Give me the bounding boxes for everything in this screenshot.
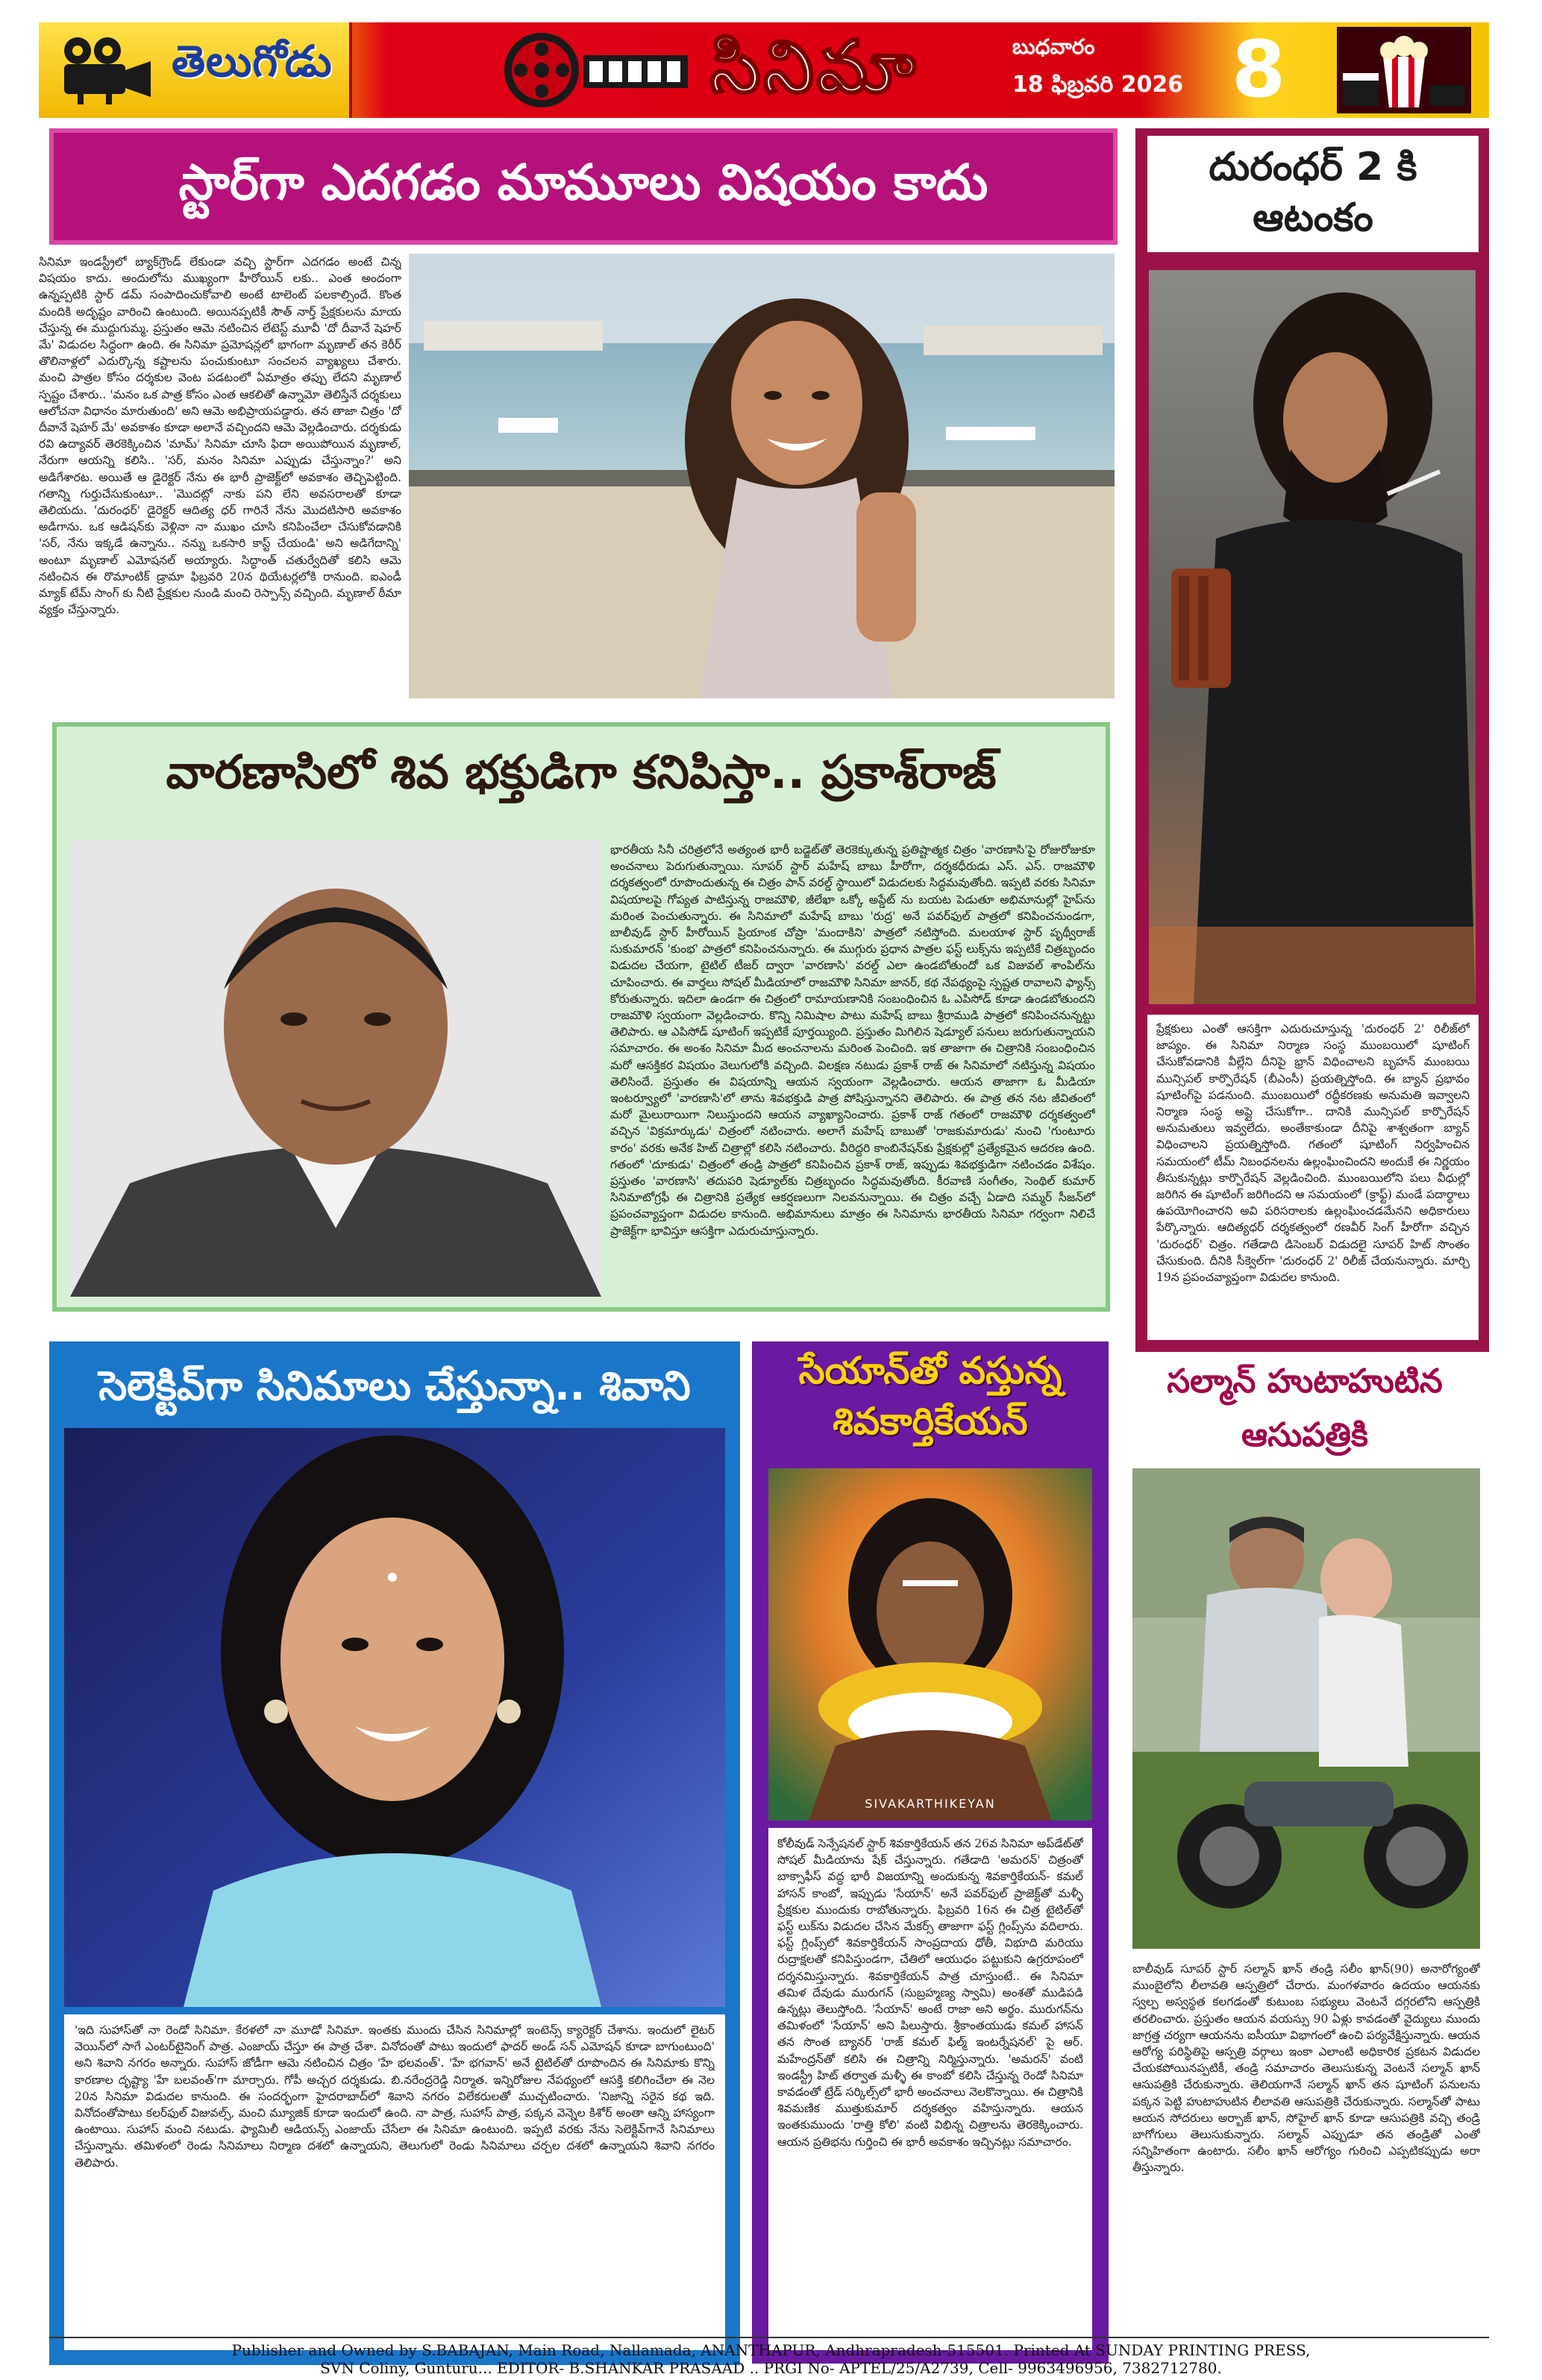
imprint-line-1: Publisher and Owned by S.BABAJAN, Main Road, Nallamada, ANANTHAPUR, Andhrapradesh-515501. Printed At SUNDAY PRINTING PRESS, <box>231 2341 1311 2359</box>
film-camera-icon <box>48 34 160 106</box>
dhurandhar-article-body: ప్రేక్షకులు ఎంతో ఆసక్తిగా ఎదురుచూస్తున్న 'దురంధర్ 2' రిలీజ్‌లో జాప్యం. ఈ సినిమా నిర్మాణ సంస్థ ముంబయిలో షూటింగ్ చేసుకోవడానికి వీల్లేని దీనిపై భ్రాన్ విధించాలని బృహన్ ముంబయి మున్సిపల్ కార్పొరేషన్ (బీఎంసీ) ప్రయత్నిస్తోంది. ఈ బ్యాన్ ప్రభావం షూటింగ్‌పై పడనుంది. ముంబయిలో రద్దీకరణకు అనుమతి ఇవ్వాలని నిర్మాణ సంస్థ అప్లై చేసుకోగా.. దానికి మున్సిపల్ కార్పొరేషన్ అనుమతులు ఇవ్వలేదు. అంతేకాకుండా దీనిపై శాశ్వతంగా బ్యాన్ విధించాలని ప్రయత్నిస్తోంది. గతంలో షూటింగ్ నిర్వహించిన సమయంలో టీమ్ నిబంధనలను ఉల్లంఘించిందని అందుకే ఈ నిర్ణయం తీసుకున్నట్లు కార్పొరేషన్ వెల్లడించింది. ముంబయిలోని పలు వీధుల్లో జరిగిన ఈ షూటింగ్ జరిగిందని ఆ సమయంలో (క్రాఫ్ట్) మండే పదార్థాలు ఉపయోగించారని అవి పరిసరాలకు ఉల్లంఘించడమేనని అధికారులు పేర్కొన్నారు. ఆదిత్యధర్ దర్శకత్వంలో రణవీర్ సింగ్ హీరోగా వచ్చిన 'దురంధర్' చిత్రం. గతేడాది డిసెంబర్ విడుదలై సూపర్ హిట్ సొంతం చేసుకుంది. దీనికి సీక్వెల్‌గా 'దురంధర్ 2' రిలీజ్ చేయనున్నారు. మార్చి 19న ప్రపంచవ్యాప్తంగా విడుదల కానుంది. <box>1156 1022 1470 1285</box>
masthead-logo-panel <box>39 22 352 118</box>
sivakarthikeyan-headline-line1: సేయాన్‌తో వస్తున్న <box>798 1349 1062 1392</box>
prakash-photo <box>70 840 601 1297</box>
salman-photo <box>1132 1468 1480 1949</box>
issue-day: బుధవారం <box>1012 34 1095 59</box>
shivani-headline: సెలెక్టివ్‌గా సినిమాలు చేస్తున్నా.. శివాని <box>98 1362 691 1409</box>
page-number: 8 <box>1231 24 1286 115</box>
shivani-article-body: 'ఇది సుహాస్‌తో నా రెండో సినిమా. కేరళలో నా మూడో సినిమా. ఇంతకు ముందు చేసిన సినిమాల్లో ఇంటెన్స్ క్యారెక్టర్ చేశాను. ఇందులో లైటర్ వెయిన్‌లో సాగే ఎంటర్‌టైనింగ్ పాత్ర. ఎంజాయ్ చేస్తూ ఈ పాత్ర చేశా. వినోదంతో పాటు ఇందులో ఫాదర్ అండ్ సన్ ఎమోషన్ కూడా బాగుంటుంది' అని శివాని నగరం అన్నారు. సుహాస్ జోడీగా ఆమె నటించిన చిత్రం 'హే భలవంత్'. 'హే భగవాన్' అనే టైటిల్‌తో రూపొందిన ఈ సినిమాకు కొన్ని కారణాల దృష్ట్యా 'హే బలవంత్'గా మార్చారు. గోపీ అచ్చర దర్శకుడు. బి.నరేంద్రరెడ్డి నిర్మాత. ఇన్నిరోజుల నేపథ్యంలో ఆసక్తి కలిగించేలా ఈ నెల 20న సినిమా విడుదల కానుంది. ఈ సందర్భంగా హైదరాబాద్‌లో శివాని నగరం విలేకరులతో ముచ్చటించారు. 'నిజాన్ని సరైన కథ ఇది. వినోదంతోపాటు కలర్‌ఫుల్ విజువల్స్, మంచి మ్యూజిక్ కూడా ఇందులో ఉంది. నా పాత్ర, సుహాస్ పాత్ర, పక్కన వెన్నెల కిశోర్ అంతా ఆన్ని హాస్యంగా ఉంటాయి. సుహాస్ మంచి నటుడు. ఫ్యామిలీ ఆడియన్స్ ఎంజాయ్ చేసేలా ఈ సినిమా ఉంటుంది. ఇప్పటి వరకు నేను సెలెక్టివ్‌గానే సినిమాలు చేస్తున్నాను. తమిళంలో రెండు సినిమాలు నిర్మాణ దశలో ఉన్నాయని, తెలుగులో రెండు సినిమాలు చర్చల దశలో ఉన్నాయని శివాని నగరం తెలిపారు. <box>75 2023 715 2170</box>
dhurandhar-headline-line1: దురంధర్ 2 కి <box>1209 145 1417 190</box>
shivani-text-box <box>64 2014 725 2350</box>
prakash-headline: వారణాసిలో శివ భక్తుడిగా కనిపిస్తా.. ప్రకాశ్‌రాజ్ <box>166 745 997 799</box>
salman-headline-line2: ఆసుపత్రికి <box>1241 1416 1368 1454</box>
sivakarthikeyan-text-box <box>768 1828 1092 2350</box>
sivakarthikeyan-poster <box>768 1468 1092 1820</box>
dhurandhar-text-box <box>1147 1015 1479 1340</box>
mrunal-headline: స్టార్‌గా ఎదగడం మామూలు విషయం కాదు <box>178 154 988 211</box>
poster-caption: SIVAKARTHIKEYAN <box>865 1797 996 1811</box>
mrunal-headline-banner <box>49 128 1118 245</box>
imprint-line <box>0 2341 1542 2377</box>
masthead <box>39 22 1489 118</box>
footer-rule <box>49 2337 1489 2338</box>
shivani-headline-box <box>57 1349 733 1428</box>
film-reel-icon <box>501 30 695 110</box>
popcorn-clapper-icon <box>1337 27 1471 113</box>
dhurandhar-headline-line2: ఆటంకం <box>1253 195 1373 240</box>
mrunal-article-body: సినిమా ఇండస్ట్రీలో బ్యాక్‌గ్రౌండ్ లేకుండా వచ్చి స్టార్‌గా ఎదగడం అంటే చిన్న విషయం కాదు. అందులోను ముఖ్యంగా హీరోయిన్ లకు.. ఎంత అందంగా ఉన్నప్పటికి స్టార్ డమ్ సంపాదించుకోవాలి అంటే టాలెంట్ పలకాల్సిందే. కొంత మందికి అదృష్టం వారించి ఉంటుంది. అయినప్పటికీ సౌత్ నార్త్ ప్రేక్షకులను మాయ చేస్తున్న ఈ ముద్దుగుమ్మ. ప్రస్తుతం ఆమె నటించిన లేటెస్ట్ మూవీ 'దో దీవానే షెహర్ మే' విడుదల సిద్ధంగా ఉంది. ఈ సినిమా ప్రమోషన్లలో భాగంగా మృణాల్ తన కెరీర్ తొలినాళ్లలో ఎదుర్కొన్న కష్టాలను పంచుకుంటూ సంచలన వ్యాఖ్యలు చేశారు. మంచి పాత్రల కోసం దర్శకుల వెంట పడటంలో ఏమాత్రం తప్పు లేదని మృణాల్ స్పష్టం చేశారు.. 'మనం ఒక పాత్ర కోసం ఎంత ఆకలితో ఉన్నామో తెలిస్తేనే దర్శకులు ఆలోచనా విధానం మారుతుంది' అని ఆమె అభిప్రాయపడ్డారు. తన తాజా చిత్రం 'దో దీవానే షెహర్ మే' అవకాశం కూడా అలానే వచ్చిందని ఆమె వెల్లడించారు. దర్శకుడు రవి ఉద్యావర్ తెరకెక్కించిన 'మామ్' సినిమా చూసి ఫిదా అయిపోయిన మృణాల్, నేరుగా ఆయన్ని కలిసి.. 'సర్, మనం సినిమా ఎప్పుడు చేస్తున్నాం?' అని అడిగేశారట. అయితే ఆ డైరెక్టర్ నేను ఈ భారీ ప్రాజెక్ట్‌లో అవకాశం తెచ్చిపెట్టింది. గతాన్ని గుర్తుచేసుకుంటూ.. 'మొదట్లో నాకు పని లేని అవసరాలతో కూడా తెలియదు. 'దురంధర్' డైరెక్టర్ ఆదిత్య ధర్ గారినే నేను మొదటిసారి అవకాశం అడిగాను. ఒక ఆడిషన్‌కు వెళ్లినా నా ముఖం చూసి కనిపించేలా చేసుకోవడానికి 'సర్, నేను ఇక్కడే ఉన్నాను.. నన్ను ఒకసారి కాస్ట్ చేయండి' అని అడిగేదాన్ని' అంటూ మృణాల్ ఎమోషనల్ అయ్యారు. సిద్ధాంత్ చతుర్వేదితో కలిసి ఆమె నటించిన ఈ రొమాంటిక్ డ్రామా ఫిబ్రవరి 20న థియేటర్లలోకి రానుంది. ఐఎండీ మ్యాక్ టేమ్ సాంగ్ కు నీటి ప్రేక్షకుల నుండి మంచి రెస్పాన్స్ వచ్చింది. మృణాల్ ఠీమా వ్యక్తం చేస్తున్నారు. <box>39 255 401 617</box>
paper-name: తెలుగోడు <box>172 36 333 87</box>
sivakarthikeyan-headline-line2: శివకార్తికేయన్ <box>833 1400 1028 1443</box>
mrunal-photo <box>409 254 1115 698</box>
sivakarthikeyan-article-body: కోలీవుడ్ సెన్సేషనల్ స్టార్ శివకార్తికేయన్ తన 26వ సినిమా అప్‌డేట్‌తో సోషల్ మీడియాను షేక్ చేస్తున్నారు. గతేడాది 'అమరన్' చిత్రంతో బాక్సాఫీస్ వద్ద భారీ విజయాన్ని అందుకున్న శివకార్తికేయన్- కమల్ హాసన్ కాంబో, ఇప్పుడు 'సేయాన్' అనే పవర్‌ఫుల్ ప్రాజెక్ట్‌తో మళ్ళీ ప్రేక్షకుల ముందుకు రాబోతున్నారు. ఫిబ్రవరి 16న ఈ చిత్ర టైటిల్‌తో ఫస్ట్ లుక్‌ను విడుదల చేసిన మేకర్స్ తాజాగా ఫస్ట్ గ్లింప్స్‌ను వదిలారు. ఫస్ట్ గ్లింప్స్‌లో శివకార్తికేయన్ సాంప్రదాయ ధోతీ, విభూది మరియు రుద్రాక్షలతో కనిపిస్తుండగా, చేతిలో ఆయుధం పట్టుకుని ఉగ్రరూపంలో దర్శనమిస్తున్నారు. శివకార్తికేయన్ పాత్ర చూస్తుంటే.. ఈ సినిమా తమిళ దేవుడు మురుగన్ (సుబ్రహ్మణ్య స్వామి) అంశతో ముడిపడి ఉన్నట్లు తెలుస్తోంది. 'సేయాన్' అంటే రాజా అని అర్థం. మురుగన్‌ను తమిళంలో 'సేయాన్' అని పిలుస్తారు. శ్రీకాంతయుడు కమల్ హాసన్ తన సొంత బ్యానర్ 'రాజ్ కమల్ ఫిల్మ్ ఇంటర్నేషనల్' పై ఆర్. మహేంద్రన్‌తో కలిసి ఈ చిత్రాన్ని నిర్మిస్తున్నారు. 'అమరన్' వంటి ఇండస్ట్రీ హిట్ తర్వాత మళ్ళీ ఈ కాంబో కలిసి చేస్తున్న రెండో సినిమా కావడంతో ట్రేడ్ సర్కిల్స్‌లో భారీ అంచనాలు నెలకొన్నాయి. ఈ చిత్రానికి శివమణిక ముత్తుకుమార్ దర్శకత్వం వహిస్తున్నారు. ఆయన ఇంతకుముందు 'రాత్తి కోలి' వంటి విభిన్న చిత్రాలను తెరకెక్కించారు. ఆయన ప్రతిభను గుర్తించి ఈ భారీ అవకాశం ఇచ్చినట్లు సమాచారం. <box>777 1837 1083 2149</box>
issue-date: 18 ఫిబ్రవరి 2026 <box>1012 72 1184 98</box>
dhurandhar-photo <box>1149 270 1476 1004</box>
salman-headline-line1: సల్మాన్ హుటాహుటిన <box>1167 1362 1443 1400</box>
section-name: సినిమా <box>710 25 919 109</box>
imprint-line-2: SVN Coliny, Gunturu... EDITOR- B.SHANKAR PRASAAD .. PRGI No- APTEL/25/A2739, Cell- 9963496956, 7382712780. <box>320 2359 1222 2377</box>
salman-article-body: బాలీవుడ్ సూపర్ స్టార్ సల్మాన్ ఖాన్ తండ్రి సలీం ఖాన్(90) అనారోగ్యంతో ముంబైలోని లీలావతి ఆస్పత్రిలో చేరారు. మంగళవారం ఉదయం ఆయనకు స్వల్ప అస్వస్థత కలగడంతో కుటుంబ సభ్యులు వెంటనే దగ్గరలోని ఆస్పత్రికి తరలించారు. ప్రస్తుతం ఆయన వయస్సు 90 ఏళ్లు కావడంతో వైద్యులు ముందు జాగ్రత్త చర్యగా ఆయనను ఐసీయూ విభాగంలో ఉంచి పర్యవేక్షిస్తున్నారు. ఆయన ఆరోగ్య పరిస్థితిపై ఆస్పత్రి వర్గాలు ఇంకా ఎలాంటి అధికారిక ప్రకటన విడుదల చేయకపోయినప్పటికీ, తండ్రి సమాచారం తెలుసుకున్న వెంటనే సల్మాన్ ఖాన్ ఆసుపత్రికి చేరుకున్నారు. తెలియగానే సల్మాన్ ఖాన్ తన షూటింగ్ పనులను పక్కన పెట్టి హుటాహుటిన లీలావతి ఆసుపత్రికి చేరుకున్నారు. సల్మాన్‌తో పాటు ఆయన సోదరులు అర్బాజ్ ఖాన్, సోహైల్ ఖాన్ కూడా ఆసుపత్రికి వచ్చి తండ్రి బాగోగులు తెలుసుకున్నారు. సల్మాన్ ఎప్పుడూ తన తండ్రితో ఎంతో సన్నిహితంగా ఉంటారు. సలీం ఖాన్ ఆరోగ్యం గురించి ఎప్పటికప్పుడు అరా తీస్తున్నారు. <box>1132 1962 1480 2175</box>
prakash-article-body: భారతీయ సినీ చరిత్రలోనే అత్యంత భారీ బడ్జెట్‌తో తెరకెక్కుతున్న ప్రతిష్టాత్మక చిత్రం 'వారణాసి'పై రోజురోజుకూ అంచనాలు పెరుగుతున్నాయి. సూపర్ స్టార్ మహేష్ బాబు హీరోగా, దర్శకధీరుడు ఎస్. ఎస్. రాజమౌళి దర్శకత్వంలో రూపొందుతున్న ఈ చిత్రం పాన్ వరల్డ్ స్థాయిలో విడుదలకు సిద్ధమవుతోంది. ఇప్పటి వరకు సినిమా విషయాలపై గోప్యత పాటిస్తున్న రాజమౌళి, జీలేఖా ఒక్కో అప్డేట్ ను బయట పెడుతూ అభిమానుల్లో హైప్‌ను మరింత పెంచుతున్నారు. ఈ సినిమాలో మహేష్ బాబు 'రుద్ర' అనే పవర్‌ఫుల్ పాత్రలో కనిపించనుండగా, బాలీవుడ్ స్టార్ హీరోయిన్ ప్రియాంక చోప్రా 'మందాకిని' పాత్రలో నటిస్తోంది. మలయాళ స్టార్ పృథ్వీరాజ్ సుకుమారన్ 'కుంభ' పాత్రలో కనిపించనున్నారు. ఈ ముగ్గురు ప్రధాన పాత్రల ఫస్ట్ లుక్స్‌ను ఇప్పటికే చిత్రబృందం విడుదల చేయగా, టైటిల్ టీజర్ ద్వారా 'వారణాసి' వరల్డ్ ఎలా ఉండబోతుందో ఒక విజువల్ శాంపిల్‌ను చూపించారు. ఈ వార్తలు సోషల్ మీడియాలో రాజమౌళి సినిమా జానర్, కథ నేపథ్యంపై స్పష్టత రావాలని ఫ్యాన్స్ కోరుతున్నారు. ఇదిలా ఉండగా ఈ చిత్రంలో రామాయణానికి సంబంధించిన ఓ ఎపిసోడ్ కూడా ఉండబోతుందని రాజమౌళి స్వయంగా వెల్లడించారు. కొన్ని నిమిషాల పాటు మహేష్ బాబు శ్రీరాముడి పాత్రలో కనిపించనున్నట్టు తెలిపారు. ఆ ఎపిసోడ్ షూటింగ్ ఇప్పటికే పూర్తయ్యింది. ప్రస్తుతం మిగిలిన షెడ్యూల్ పనులు జరుగుతున్నాయని సమాచారం. ఈ అంశం సినిమా మీద అంచనాలను మరింత పెంచింది. ఇక తాజాగా ఈ చిత్రానికి సంబంధించిన మరో ఆసక్తికర విషయం వెలుగులోకి వచ్చింది. విలక్షణ నటుడు ప్రకాశ్ రాజ్ ఈ సినిమాలో నటిస్తున్న విషయం తెలిసిందే. ప్రస్తుతం ఈ విషయాన్ని ఆయన స్వయంగా వెల్లడించారు. ఆయన తాజాగా ఓ మీడియా ఇంటర్వ్యూలో 'వారణాసి'లో తాను శివభక్తుడి పాత్ర పోషిస్తున్నానని తెలిపారు. ఈ పాత్ర తన నట జీవితంలో మరో మైలురాయిగా నిలుస్తుందని ఆయన వ్యాఖ్యానించారు. ప్రకాశ్ రాజ్ గతంలో రాజమౌళి దర్శకత్వంలో వచ్చిన 'విక్రమార్కుడు' చిత్రంలో నటించారు. అలాగే మహేష్ బాబుతో 'రాజకుమారుడు' నుంచి 'గుంటూరు కారం' వరకు అనేక హిట్ చిత్రాల్లో కలిసి నటించారు. వీరిద్దరి కాంబినేషన్‌కు ప్రేక్షకుల్లో ప్రత్యేకమైన ఆదరణ ఉంది. గతంలో 'దూకుడు' చిత్రంలో తండ్రి పాత్రలో కనిపించిన ప్రకాశ్ రాజ్, ఇప్పుడు శివభక్తుడిగా నటించడం విశేషం. ప్రస్తుతం 'వారణాసి' తదుపరి షెడ్యూల్‌కు చిత్రబృందం సిద్ధమవుతోంది. కీరవాణి సంగీతం, సెంథిల్ కుమార్ సినిమాటోగ్రఫీ ఈ చిత్రానికి ప్రత్యేక ఆకర్షణలుగా నిలవనున్నాయి. ఈ చిత్రం వచ్చే ఏడాది సమ్మర్ సీజన్‌లో ప్రపంచవ్యాప్తంగా విడుదల కానుంది. అభిమానులు మాత్రం ఈ సినిమాను భారతీయ సినిమా గర్వంగా నిలిచే ప్రాజెక్ట్‌గా భావిస్తూ ఆసక్తిగా ఎదురుచూస్తున్నారు. <box>610 843 1095 1238</box>
shivani-photo <box>64 1428 725 2007</box>
dhurandhar-headline-box <box>1147 136 1479 252</box>
